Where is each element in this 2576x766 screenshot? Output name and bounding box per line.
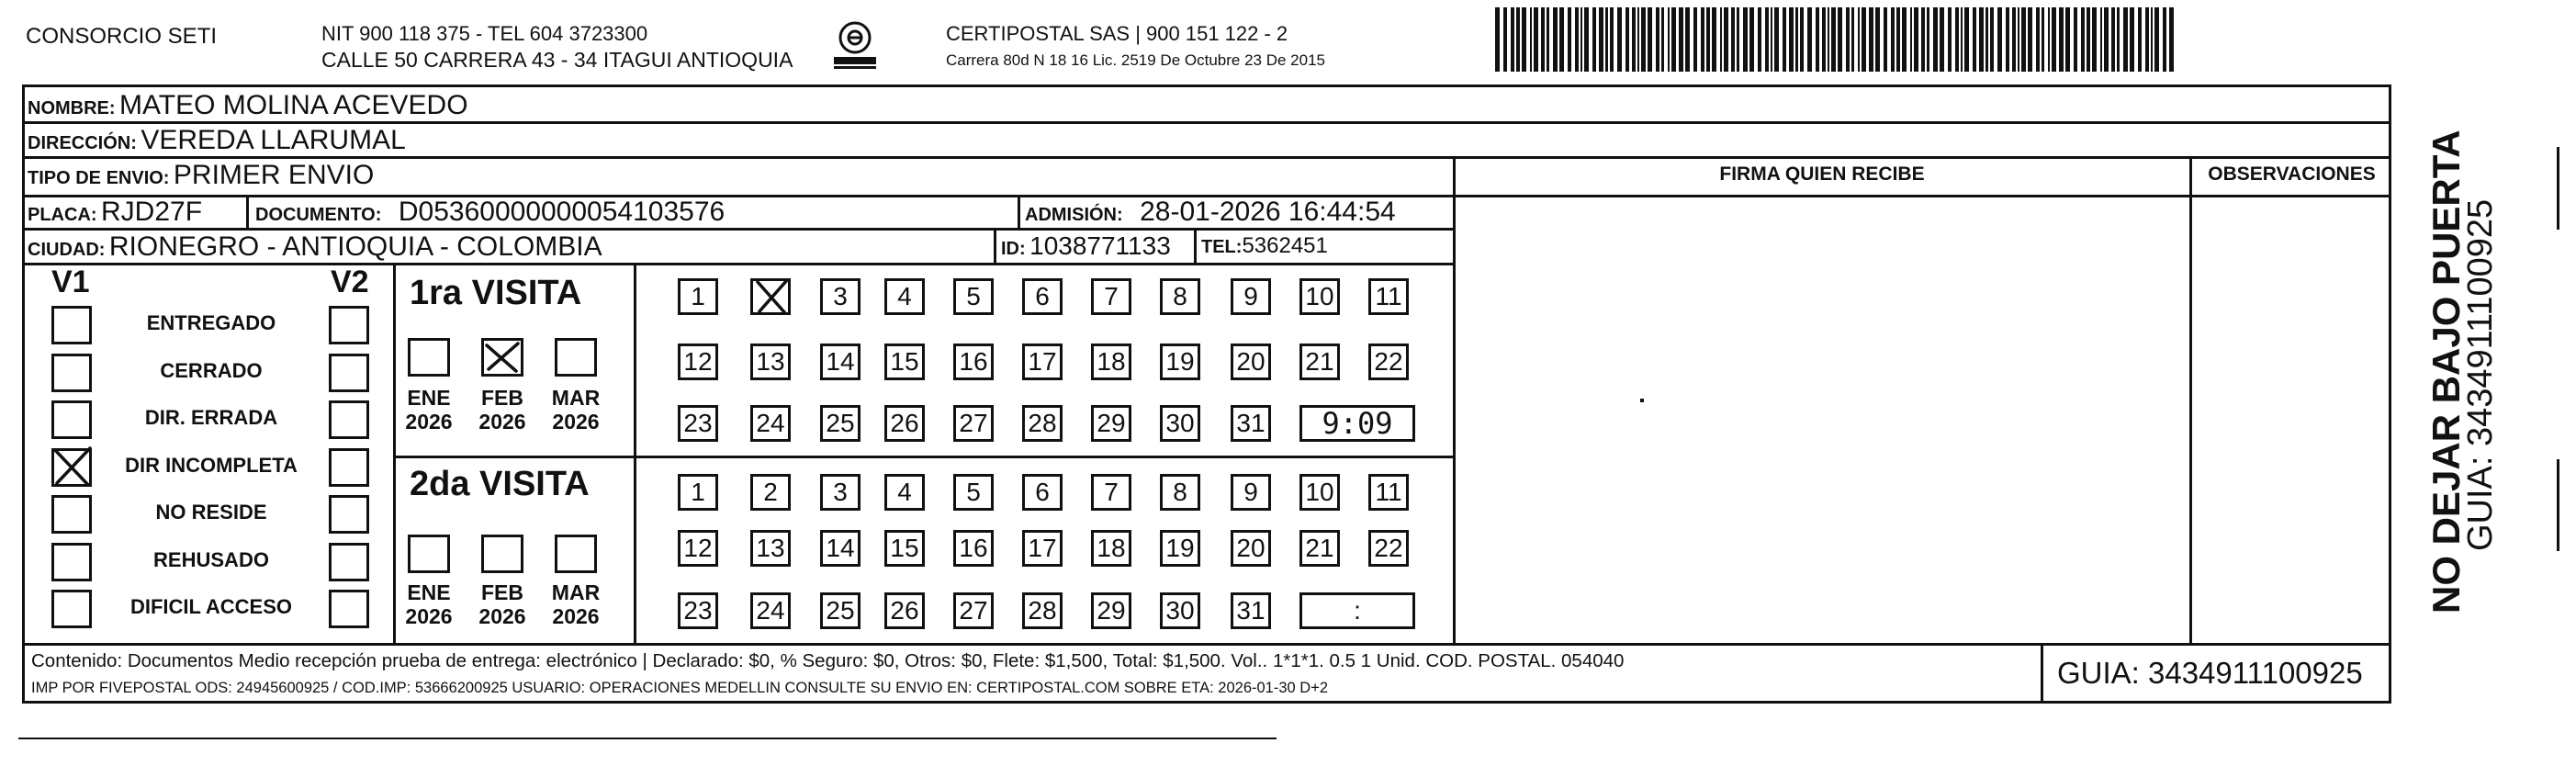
status-label-5: REHUSADO (153, 548, 269, 571)
visit1-day-13[interactable]: 13 (750, 344, 791, 380)
visit1-day-19[interactable]: 19 (1160, 344, 1200, 380)
visit2-day-17[interactable]: 17 (1022, 530, 1063, 567)
status-label-0: ENTREGADO (146, 311, 276, 334)
visit1-day-7[interactable]: 7 (1091, 278, 1131, 315)
visit2-day-8[interactable]: 8 (1160, 474, 1200, 511)
visit1-day-12[interactable]: 12 (678, 344, 718, 380)
documento-label: DOCUMENTO: (255, 205, 382, 225)
visit1-month-name-2: MAR (551, 386, 601, 410)
visit1-month-year-1: 2026 (478, 410, 526, 434)
visit2-day-10[interactable]: 10 (1299, 474, 1340, 511)
id-value: 1038771133 (1029, 231, 1171, 260)
placa-cell (28, 197, 202, 228)
certipostal-address: Carrera 80d N 18 16 Lic. 2519 De Octubre 23 De 2015 (946, 51, 1325, 69)
visit2-day-12[interactable]: 12 (678, 530, 718, 567)
v2-checkbox-4[interactable] (329, 495, 369, 534)
visit2-day-28[interactable]: 28 (1022, 592, 1063, 629)
visit2-day-30[interactable]: 30 (1160, 592, 1200, 629)
no-dejar-bajo-puerta: NO DEJAR BAJO PUERTA (2424, 130, 2468, 614)
admision-label: ADMISIÓN: (1025, 205, 1123, 225)
visit1-day-21[interactable]: 21 (1299, 344, 1340, 380)
visit1-month-year-2: 2026 (552, 410, 600, 434)
contenido-text: Contenido: Documentos Medio recepción prueba de entrega: electrónico | Declarado: $0, % Seguro: $0, Otros: $0, Flete: $1,500, Total: $1,500. Vol.. 1*1*1. 0.5 1 Unid. COD. POSTAL. 054040 (31, 650, 1625, 671)
ciudad-label: CIUDAD: (28, 240, 106, 260)
visit1-day-18[interactable]: 18 (1091, 344, 1131, 380)
visit2-month-year-1: 2026 (478, 604, 526, 628)
nombre-value: MATEO MOLINA ACEVEDO (119, 90, 468, 120)
v1-checkbox-5[interactable] (51, 543, 92, 581)
v2-checkbox-2[interactable] (329, 400, 369, 439)
v1-checkbox-4[interactable] (51, 495, 92, 534)
visit2-month-name-1: FEB (481, 580, 523, 604)
visit2-day-25[interactable]: 25 (820, 592, 861, 629)
v1-header: V1 (51, 265, 90, 299)
visit1-day-5[interactable]: 5 (953, 278, 994, 315)
visit2-day-18[interactable]: 18 (1091, 530, 1131, 567)
visit2-day-2[interactable]: 2 (750, 474, 791, 511)
admision-cell (1025, 197, 1396, 228)
observaciones-area[interactable] (2192, 197, 2391, 643)
visit2-day-3[interactable]: 3 (820, 474, 861, 511)
v1-checkbox-1[interactable] (51, 354, 92, 392)
v1-checkbox-6[interactable] (51, 590, 92, 628)
barcode (1495, 7, 2175, 72)
visit2-day-19[interactable]: 19 (1160, 530, 1200, 567)
status-label-6: DIFICIL ACCESO (129, 595, 292, 618)
visit2-day-16[interactable]: 16 (953, 530, 994, 567)
certipostal-title: CERTIPOSTAL SAS | 900 151 122 - 2 (946, 22, 1288, 45)
visit1-day-26[interactable]: 26 (884, 405, 925, 442)
nombre-row (28, 90, 468, 121)
tipo-label: TIPO DE ENVIO: (28, 168, 170, 188)
visit1-month-name-1: FEB (481, 386, 523, 410)
v1-check-mark (51, 445, 94, 489)
visit2-month-name-2: MAR (551, 580, 601, 604)
documento-cell (255, 197, 725, 228)
visit1-day-24[interactable]: 24 (750, 405, 791, 442)
visit2-month-checkbox-1[interactable] (481, 535, 523, 573)
visit1-day-10[interactable]: 10 (1299, 278, 1340, 315)
visit2-day-24[interactable]: 24 (750, 592, 791, 629)
visit2-day-6[interactable]: 6 (1022, 474, 1063, 511)
visit2-title: 2da VISITA (410, 465, 590, 503)
tel-cell (1201, 233, 1328, 259)
v2-checkbox-3[interactable] (329, 448, 369, 487)
v2-header: V2 (331, 265, 369, 299)
tipo-row (28, 160, 374, 191)
firma-header: FIRMA QUIEN RECIBE (1719, 163, 1925, 185)
visit1-day-20[interactable]: 20 (1231, 344, 1271, 380)
visit2-month-year-0: 2026 (405, 604, 453, 628)
visit1-day-6[interactable]: 6 (1022, 278, 1063, 315)
imp-text: IMP POR FIVEPOSTAL ODS: 24945600925 / COD.IMP: 53666200925 USUARIO: OPERACIONES MEDELLIN CONSULTE SU ENVIO EN: CERTIPOSTAL.COM SOBRE ETA: 2026-01-30 D+2 (31, 680, 1329, 696)
dot-mark (1640, 399, 1644, 402)
status-label-4: NO RESIDE (155, 501, 267, 524)
visit2-day-26[interactable]: 26 (884, 592, 925, 629)
visit1-day-28[interactable]: 28 (1022, 405, 1063, 442)
nit-line: NIT 900 118 375 - TEL 604 3723300 (321, 22, 648, 45)
tipo-value: PRIMER ENVIO (173, 160, 375, 190)
visit1-month-checkbox-0[interactable] (408, 338, 450, 377)
visit2-day-13[interactable]: 13 (750, 530, 791, 567)
company-name: CONSORCIO SETI (26, 24, 218, 49)
admision-value: 28-01-2026 16:44:54 (1140, 197, 1396, 227)
certipostal-logo (832, 20, 878, 72)
visit2-month-year-2: 2026 (552, 604, 600, 628)
ciudad-cell (28, 231, 602, 263)
visit1-day-14[interactable]: 14 (820, 344, 861, 380)
visit1-day-15[interactable]: 15 (884, 344, 925, 380)
visit2-time-box[interactable]: : (1299, 592, 1415, 629)
status-label-3: DIR INCOMPLETA (125, 454, 298, 477)
v2-checkbox-0[interactable] (329, 306, 369, 344)
visit1-day-3[interactable]: 3 (820, 278, 861, 315)
id-cell (1001, 231, 1171, 261)
visit2-month-checkbox-2[interactable] (555, 535, 597, 573)
visit2-day-4[interactable]: 4 (884, 474, 925, 511)
visit2-day-22[interactable]: 22 (1368, 530, 1409, 567)
observaciones-header: OBSERVACIONES (2208, 163, 2376, 185)
visit2-day-5[interactable]: 5 (953, 474, 994, 511)
visit2-day-29[interactable]: 29 (1091, 592, 1131, 629)
visit1-day-16[interactable]: 16 (953, 344, 994, 380)
visit1-day-22[interactable]: 22 (1368, 344, 1409, 380)
visit2-day-7[interactable]: 7 (1091, 474, 1131, 511)
visit2-month-name-0: ENE (407, 580, 451, 604)
visit2-day-11[interactable]: 11 (1368, 474, 1409, 511)
tel-label: TEL: (1201, 237, 1243, 257)
address-line: CALLE 50 CARRERA 43 - 34 ITAGUI ANTIOQUIA (321, 48, 793, 72)
v2-checkbox-5[interactable] (329, 543, 369, 581)
placa-label: PLACA: (28, 205, 97, 225)
visit2-day-9[interactable]: 9 (1231, 474, 1271, 511)
visit1-day-25[interactable]: 25 (820, 405, 861, 442)
visit1-day-4[interactable]: 4 (884, 278, 925, 315)
visit2-day-21[interactable]: 21 (1299, 530, 1340, 567)
direccion-row (28, 125, 406, 156)
v1-checkbox-0[interactable] (51, 306, 92, 344)
v1-checkbox-2[interactable] (51, 400, 92, 439)
visit1-month-checkbox-2[interactable] (555, 338, 597, 377)
direccion-label: DIRECCIÓN: (28, 133, 137, 153)
signature-area[interactable] (1456, 197, 2189, 643)
id-label: ID: (1001, 239, 1026, 259)
status-label-1: CERRADO (160, 359, 263, 382)
visit2-day-23[interactable]: 23 (678, 592, 718, 629)
ciudad-value: RIONEGRO - ANTIOQUIA - COLOMBIA (108, 231, 602, 262)
visit1-day-8[interactable]: 8 (1160, 278, 1200, 315)
visit2-day-1[interactable]: 1 (678, 474, 718, 511)
visit1-day-29[interactable]: 29 (1091, 405, 1131, 442)
direccion-value: VEREDA LLARUMAL (141, 125, 406, 155)
visit1-month-year-0: 2026 (405, 410, 453, 434)
visit1-time-box[interactable]: 9:09 (1299, 405, 1415, 442)
visit1-day-11[interactable]: 11 (1368, 278, 1409, 315)
v2-checkbox-1[interactable] (329, 354, 369, 392)
visit2-day-14[interactable]: 14 (820, 530, 861, 567)
visit1-day-17[interactable]: 17 (1022, 344, 1063, 380)
visit1-month-name-0: ENE (407, 386, 451, 410)
nombre-label: NOMBRE: (28, 98, 116, 118)
visit1-day-31[interactable]: 31 (1231, 405, 1271, 442)
visit1-month-check-mark (483, 340, 522, 375)
visit1-day-27[interactable]: 27 (953, 405, 994, 442)
visit1-day-1[interactable]: 1 (678, 278, 718, 315)
visit1-day-23[interactable]: 23 (678, 405, 718, 442)
v2-checkbox-6[interactable] (329, 590, 369, 628)
visit2-day-15[interactable]: 15 (884, 530, 925, 567)
placa-value: RJD27F (101, 197, 203, 227)
visit1-day-mark (754, 276, 791, 317)
visit1-day-30[interactable]: 30 (1160, 405, 1200, 442)
footer-guia: GUIA: 3434911100925 (2057, 656, 2363, 690)
visit1-day-9[interactable]: 9 (1231, 278, 1271, 315)
visit2-month-checkbox-0[interactable] (408, 535, 450, 573)
tel-value: 5362451 (1242, 233, 1328, 258)
visit1-title: 1ra VISITA (410, 274, 582, 312)
documento-value: D05360000000054103576 (398, 197, 726, 227)
status-label-2: DIR. ERRADA (144, 406, 278, 429)
visit2-day-27[interactable]: 27 (953, 592, 994, 629)
side-guia: GUIA: 3434911100925 (2461, 198, 2500, 551)
visit2-day-20[interactable]: 20 (1231, 530, 1271, 567)
visit2-day-31[interactable]: 31 (1231, 592, 1271, 629)
